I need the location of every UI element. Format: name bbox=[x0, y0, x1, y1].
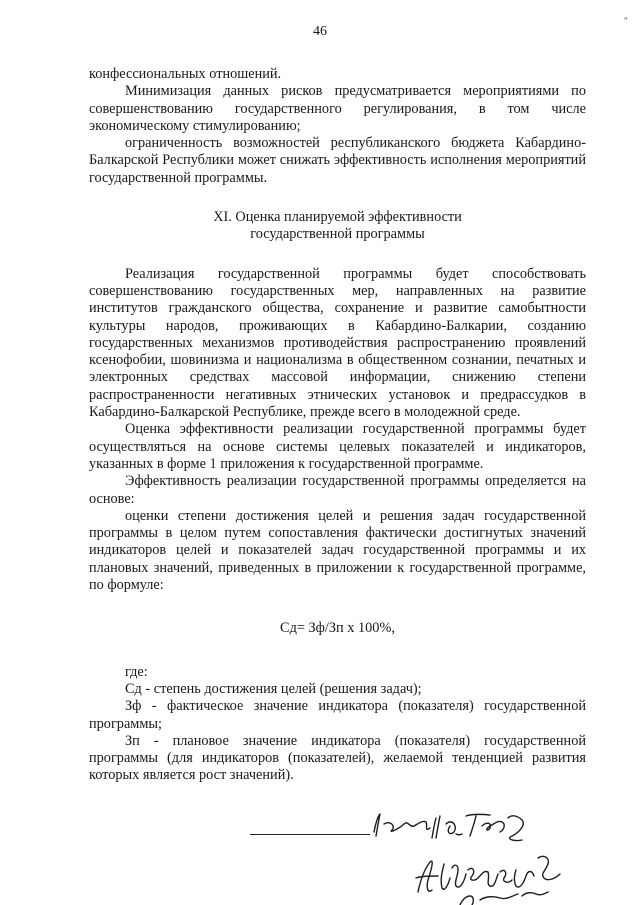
where-label: где: bbox=[125, 663, 148, 680]
definition-3: Зп - плановое значение индикатора (показателя) государственной программы (для индикаторов (показателей), желаемой тенденцией развития которых является рост значений). bbox=[89, 732, 586, 784]
section-heading-line-1: XI. Оценка планируемой эффективности bbox=[213, 209, 462, 226]
paragraph-6: Эффективность реализации государственной программы определяется на основе: bbox=[89, 473, 586, 507]
definition-2: Зф - фактическое значение индикатора (показателя) государственной программы; bbox=[89, 698, 586, 732]
paragraph-5: Оценка эффективности реализации государственной программы будет осуществляться на основе системы целевых показателей и индикаторов, указанных в форме 1 приложения к государственной программе. bbox=[89, 421, 586, 472]
handwritten-signatures bbox=[250, 808, 610, 905]
paragraph-1: конфессиональных отношений. bbox=[89, 66, 282, 82]
page-number: 46 bbox=[313, 24, 327, 39]
formula: Сд= Зф/Зп х 100%, bbox=[280, 620, 395, 637]
section-heading-line-2: государственной программы bbox=[250, 226, 425, 243]
paragraph-7: оценки степени достижения целей и решения задач государственной программы в целом путем сопоставления фактически достигнутых значений индикаторов целей и показателей задач государственной программы и их плановых значений, приведенных в приложении к государственной программе, по формуле: bbox=[89, 507, 586, 594]
signature-3 bbox=[460, 892, 548, 905]
signature-block bbox=[250, 808, 610, 905]
paragraph-4: Реализация государственной программы будет способствовать совершенствованию государственных мер, направленных на развитие институтов гражданского общества, сохранение и развитие самобытности культуры народов, проживающих в Кабардино-Балкарии, созданию государственных механизмов противодействия распространению проявлений ксенофобии, шовинизма и национализма в общественном сознании, печатных и электронных средствах массовой информации, снижению степени распространенности негативных этнических установок и предрассудков в Кабардино-Балкарской Республике, прежде всего в молодежной среде. bbox=[89, 265, 586, 421]
signature-2 bbox=[416, 856, 560, 892]
paragraph-2: Минимизация данных рисков предусматривается мероприятиями по совершенствованию государственного регулирования, в том числе экономическому стимулированию; bbox=[89, 83, 586, 134]
definition-1: Сд - степень достижения целей (решения задач); bbox=[125, 680, 422, 697]
margin-mark: " bbox=[624, 16, 628, 26]
paragraph-3: ограниченность возможностей республиканского бюджета Кабардино-Балкарской Республики может снижать эффективность исполнения мероприятий государственной программы. bbox=[89, 135, 586, 186]
signature-1 bbox=[374, 814, 523, 841]
document-body bbox=[89, 66, 586, 785]
section-heading bbox=[89, 209, 586, 244]
